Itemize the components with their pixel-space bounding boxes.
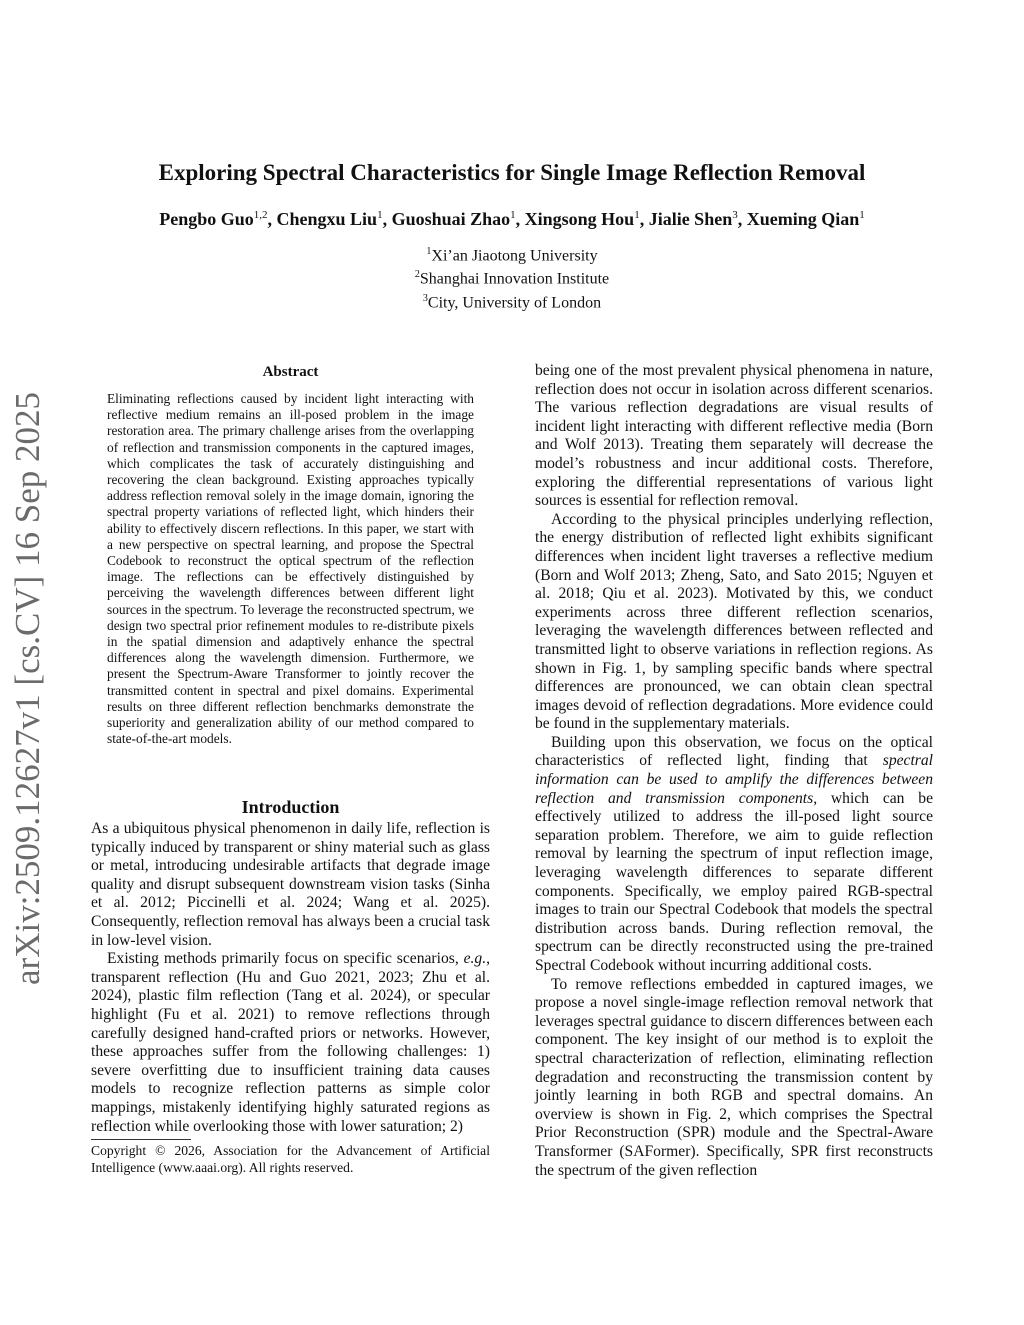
affiliation-line (0, 289, 1024, 312)
abstract-heading: Abstract (262, 364, 319, 380)
affiliation-line (0, 265, 1024, 288)
author-affiliation-marker: 1 (859, 209, 865, 221)
author-name: Xingsong Hou (524, 209, 635, 229)
paper-title: Exploring Spectral Characteristics for Single Image Reflection Removal (158, 160, 866, 185)
body-paragraph (535, 511, 933, 734)
author-affiliation-marker: 1 (377, 209, 383, 221)
author-name: Chengxu Liu (276, 209, 378, 229)
text-run: To remove reflections embedded in captured images, we propose a novel single-image reflection removal network that leverages spectral guidance to discern differences between each component. The key insight of our method is to exploit the spectral characterization of reflection, eliminating reflection degradation and reconstructing the transmission content by jointly learning in both RGB and spectral domains. An overview is shown in Fig. 2, which comprises the Spectral Prior Reconstruction (SPR) module and the Spectral-Aware Transformer (SAFormer). Specifically, SPR first reconstructs the spectrum of the given reflection (535, 975, 933, 1179)
affiliation-name: Xi’an Jiaotong University (431, 247, 598, 265)
right-column-body (535, 362, 933, 1180)
affiliation-number: 1 (426, 246, 432, 257)
affiliation-name: City, University of London (427, 293, 602, 311)
left-column-body (91, 820, 490, 1136)
body-paragraph (535, 362, 933, 511)
copyright-footnote: Copyright © 2026, Association for the Advancement of Artificial Intelligence (www.aaai.org). All rights reserved. (91, 1143, 490, 1175)
affiliation-line (0, 242, 1024, 265)
body-paragraph (535, 734, 933, 976)
text-run: Existing methods primarily focus on specific scenarios, (107, 950, 464, 968)
author-list: Pengbo Guo$^{1,2}$, Chengxu Liu$^1$, Guoshuai Zhao$^1$, Xingsong Hou$^1$, Jialie Shen$^3$, Xueming Qian$^1$ (159, 209, 865, 229)
body-paragraph (91, 950, 490, 1136)
text-run: , transparent reflection (Hu and Guo 2021, 2023; Zhu et al. 2024), plastic film reflection (Tang et al. 2024), or specular highlight (Fu et al. 2021) to remove reflections through carefully designed hand-crafted priors or networks. However, these approaches suffer from the following challenges: 1) severe overfitting due to insufficient training data causes models to recognize reflection patterns as simple color mappings, mistakenly identifying highly saturated regions as reflection while overlooking those with lower saturation; 2) (91, 950, 490, 1135)
author-name: Pengbo Guo (159, 209, 254, 229)
text-run: , which can be effectively utilized to address the ill-posed light source separation problem. Therefore, we aim to guide reflection removal by learning the spectrum of input reflection image, leveraging wavelength differences to separate different components. Specifically, we employ paired RGB-spectral images to train our Spectral Codebook that models the spectral distribution across bands. During reflection removal, the spectrum can be directly reconstructed using the pre-trained Spectral Codebook without incurring additional costs. (535, 789, 933, 974)
italic-text: spectral information can be used to amplify the differences between reflection and transmission components (535, 752, 933, 807)
body-paragraph (535, 976, 933, 1181)
author-affiliation-marker: 1 (510, 209, 516, 221)
footnote-rule (91, 1139, 191, 1140)
text-run: being one of the most prevalent physical phenomena in nature, reflection does not occur in isolation across different scenarios. The various reflection degradations are visual results of incident light interacting with different reflective media (Born and Wolf 2013). Treating them separately will decrease the model’s robustness and incur additional costs. Therefore, exploring the differential representations of various light sources is essential for reflection removal. (535, 362, 933, 510)
text-run: Building upon this observation, we focus on the optical characteristics of reflected light, finding that (535, 733, 933, 770)
text-run: As a ubiquitous physical phenomenon in daily life, reflection is typically induced by transparent or shiny material such as glass or metal, introducing undesirable artifacts that degrade image quality and disrupt subsequent downstream vision tasks (Sinha et al. 2012; Piccinelli et al. 2024; Wang et al. 2025). Consequently, reflection removal has always been a crucial task in low-level vision. (91, 820, 490, 949)
abstract-text: Eliminating reflections caused by incident light interacting with reflective medium remains an ill-posed problem in the image restoration area. The primary challenge arises from the overlapping of reflection and transmission components in the captured images, which complicates the task of accurately distinguishing and recovering the clean background. Existing approaches typically address reflection removal solely in the image domain, ignoring the spectral property variations of reflected light, which hinders their ability to effectively discern reflections. In this paper, we start with a new perspective on spectral learning, and propose the Spectral Codebook to reconstruct the optical spectrum of the reflection image. The reflections can be effectively distinguished by perceiving the wavelength differences between different light sources in the spectrum. To leverage the reconstructed spectrum, we design two spectral prior refinement modules to re-distribute pixels in the spatial dimension and adaptively enhance the spectral differences along the wavelength dimension. Furthermore, we present the Spectrum-Aware Transformer to jointly recover the transmitted content in spectral and pixel domains. Experimental results on three different reflection benchmarks demonstrate the superiority and generalization ability of our method compared to state-of-the-art models. (107, 391, 474, 747)
arxiv-stamp: arXiv:2509.12627v1 [cs.CV] 16 Sep 2025 (8, 391, 47, 985)
text-run: According to the physical principles underlying reflection, the energy distribution of reflected light exhibits significant differences when incident light traverses a reflective medium (Born and Wolf 2013; Zheng, Sato, and Sato 2015; Nguyen et al. 2018; Qiu et al. 2023). Motivated by this, we conduct experiments across three different reflection scenarios, leveraging the wavelength differences between reflected and transmitted light to observe variations in reflection regions. As shown in Fig. 1, by sampling specific bands where spectral differences are pronounced, we can obtain clean spectral images devoid of reflection degradations. More evidence could be found in the supplementary materials. (535, 510, 933, 733)
author-name: Xueming Qian (746, 209, 860, 229)
author-name: Guoshuai Zhao (391, 209, 511, 229)
italic-text: e.g. (463, 950, 487, 968)
author-affiliation-marker: 1 (634, 209, 640, 221)
affiliation-number: 2 (414, 269, 420, 281)
body-paragraph (91, 820, 490, 950)
affiliation-list (0, 242, 1024, 312)
author-name: Jialie Shen (648, 209, 733, 229)
introduction-heading: Introduction (241, 797, 340, 817)
affiliation-name: Shanghai Innovation Institute (419, 270, 610, 288)
affiliation-number: 3 (422, 292, 428, 304)
author-affiliation-marker: 1,2 (253, 209, 268, 221)
author-affiliation-marker: 3 (732, 209, 738, 221)
